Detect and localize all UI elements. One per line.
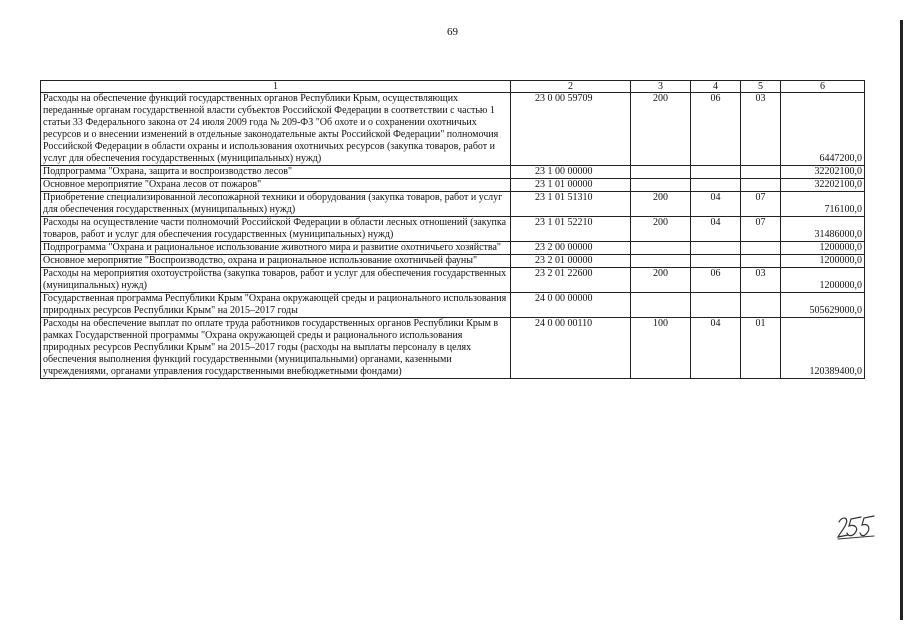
- row-section: 04: [691, 318, 741, 379]
- table-row: [41, 192, 865, 217]
- column-header: 5: [741, 81, 781, 93]
- row-subsection: [741, 166, 781, 179]
- row-sum: 1200000,0: [781, 268, 865, 293]
- row-expense-type: [631, 179, 691, 192]
- row-subsection: [741, 255, 781, 268]
- row-sum: 1200000,0: [781, 242, 865, 255]
- table-row: [41, 318, 865, 379]
- row-expense-type: [631, 166, 691, 179]
- row-expense-type: 200: [631, 217, 691, 242]
- budget-table: [40, 80, 865, 379]
- table-row: [41, 268, 865, 293]
- row-name: Основное мероприятие "Воспроизводство, охрана и рациональное использование охотничьей фауны": [41, 255, 511, 268]
- column-header: 4: [691, 81, 741, 93]
- row-sum: 716100,0: [781, 192, 865, 217]
- row-sum: 1200000,0: [781, 255, 865, 268]
- row-name: Расходы на мероприятия охотоустройства (закупка товаров, работ и услуг для обеспечения государственных (муниципальных) нужд): [41, 268, 511, 293]
- row-sum: 120389400,0: [781, 318, 865, 379]
- row-code: 23 2 01 00000: [511, 255, 631, 268]
- column-header: 6: [781, 81, 865, 93]
- row-subsection: 07: [741, 217, 781, 242]
- row-section: 04: [691, 217, 741, 242]
- row-subsection: [741, 242, 781, 255]
- column-header: 2: [511, 81, 631, 93]
- page-number: 69: [447, 26, 458, 38]
- row-code: 23 1 01 51310: [511, 192, 631, 217]
- row-expense-type: [631, 293, 691, 318]
- row-code: 23 1 01 00000: [511, 179, 631, 192]
- row-section: 06: [691, 93, 741, 166]
- table-row: [41, 293, 865, 318]
- row-subsection: 07: [741, 192, 781, 217]
- row-subsection: 01: [741, 318, 781, 379]
- row-section: [691, 166, 741, 179]
- row-name: Подпрограмма "Охрана и рациональное использование животного мира и развитие охотничьего хозяйства": [41, 242, 511, 255]
- row-section: [691, 255, 741, 268]
- row-sum: 32202100,0: [781, 179, 865, 192]
- row-subsection: 03: [741, 93, 781, 166]
- table-row: [41, 179, 865, 192]
- row-subsection: 03: [741, 268, 781, 293]
- row-section: 04: [691, 192, 741, 217]
- page-edge-line: [900, 20, 903, 620]
- row-name: Расходы на обеспечение функций государственных органов Республики Крым, осуществляющих переданные органам государственной власти субъектов Российской Федерации в соответствии с частью 1 статьи 33 Федерального закона от 24 июля 2009 года № 209-ФЗ "Об охоте и о сохранении охотничьих ресурсов и о внесении изменений в отдельные законодательные акты Российской Федерации" полномочия Российской Федерации в области охраны и использования охотничьих ресурсов (закупка товаров, работ и услуг для обеспечения государственных (муниципальных) нужд): [41, 93, 511, 166]
- row-code: 24 0 00 00110: [511, 318, 631, 379]
- row-name: Государственная программа Республики Крым "Охрана окружающей среды и рационального использования природных ресурсов Республики Крым" на 2015–2017 годы: [41, 293, 511, 318]
- row-expense-type: 200: [631, 268, 691, 293]
- row-sum: 31486000,0: [781, 217, 865, 242]
- row-sum: 32202100,0: [781, 166, 865, 179]
- row-name: Подпрограмма "Охрана, защита и воспроизводство лесов": [41, 166, 511, 179]
- column-header: 1: [41, 81, 511, 93]
- row-sum: 6447200,0: [781, 93, 865, 166]
- row-code: 23 0 00 59709: [511, 93, 631, 166]
- row-name: Расходы на осуществление части полномочий Российской Федерации в области лесных отношений (закупка товаров, работ и услуг для обеспечения государственных (муниципальных) нужд): [41, 217, 511, 242]
- row-expense-type: [631, 242, 691, 255]
- row-expense-type: [631, 255, 691, 268]
- table-row: [41, 166, 865, 179]
- row-name: Основное мероприятие "Охрана лесов от пожаров": [41, 179, 511, 192]
- handwritten-page-mark: [836, 514, 876, 540]
- row-code: 23 2 00 00000: [511, 242, 631, 255]
- table-row: [41, 255, 865, 268]
- row-code: 23 1 01 52210: [511, 217, 631, 242]
- row-section: [691, 293, 741, 318]
- row-expense-type: 200: [631, 93, 691, 166]
- row-subsection: [741, 179, 781, 192]
- row-section: [691, 179, 741, 192]
- row-name: Приобретение специализированной лесопожарной техники и оборудования (закупка товаров, работ и услуг для обеспечения государственных (муниципальных) нужд): [41, 192, 511, 217]
- table-row: [41, 93, 865, 166]
- row-code: 24 0 00 00000: [511, 293, 631, 318]
- header-row: [41, 81, 865, 93]
- row-section: [691, 242, 741, 255]
- row-name: Расходы на обеспечение выплат по оплате труда работников государственных органов Республики Крым в рамках Государственной программы "Охрана окружающей среды и рационального использования природных ресурсов Республики Крым" на 2015–2017 годы (расходы на выплаты персоналу в целях обеспечения выполнения функций государственными (муниципальными) органами, казенными учреждениями, органами управления государственными внебюджетными фондами): [41, 318, 511, 379]
- table-row: [41, 217, 865, 242]
- column-header: 3: [631, 81, 691, 93]
- row-code: 23 1 00 00000: [511, 166, 631, 179]
- row-sum: 505629000,0: [781, 293, 865, 318]
- row-subsection: [741, 293, 781, 318]
- row-section: 06: [691, 268, 741, 293]
- table-row: [41, 242, 865, 255]
- row-expense-type: 100: [631, 318, 691, 379]
- row-code: 23 2 01 22600: [511, 268, 631, 293]
- row-expense-type: 200: [631, 192, 691, 217]
